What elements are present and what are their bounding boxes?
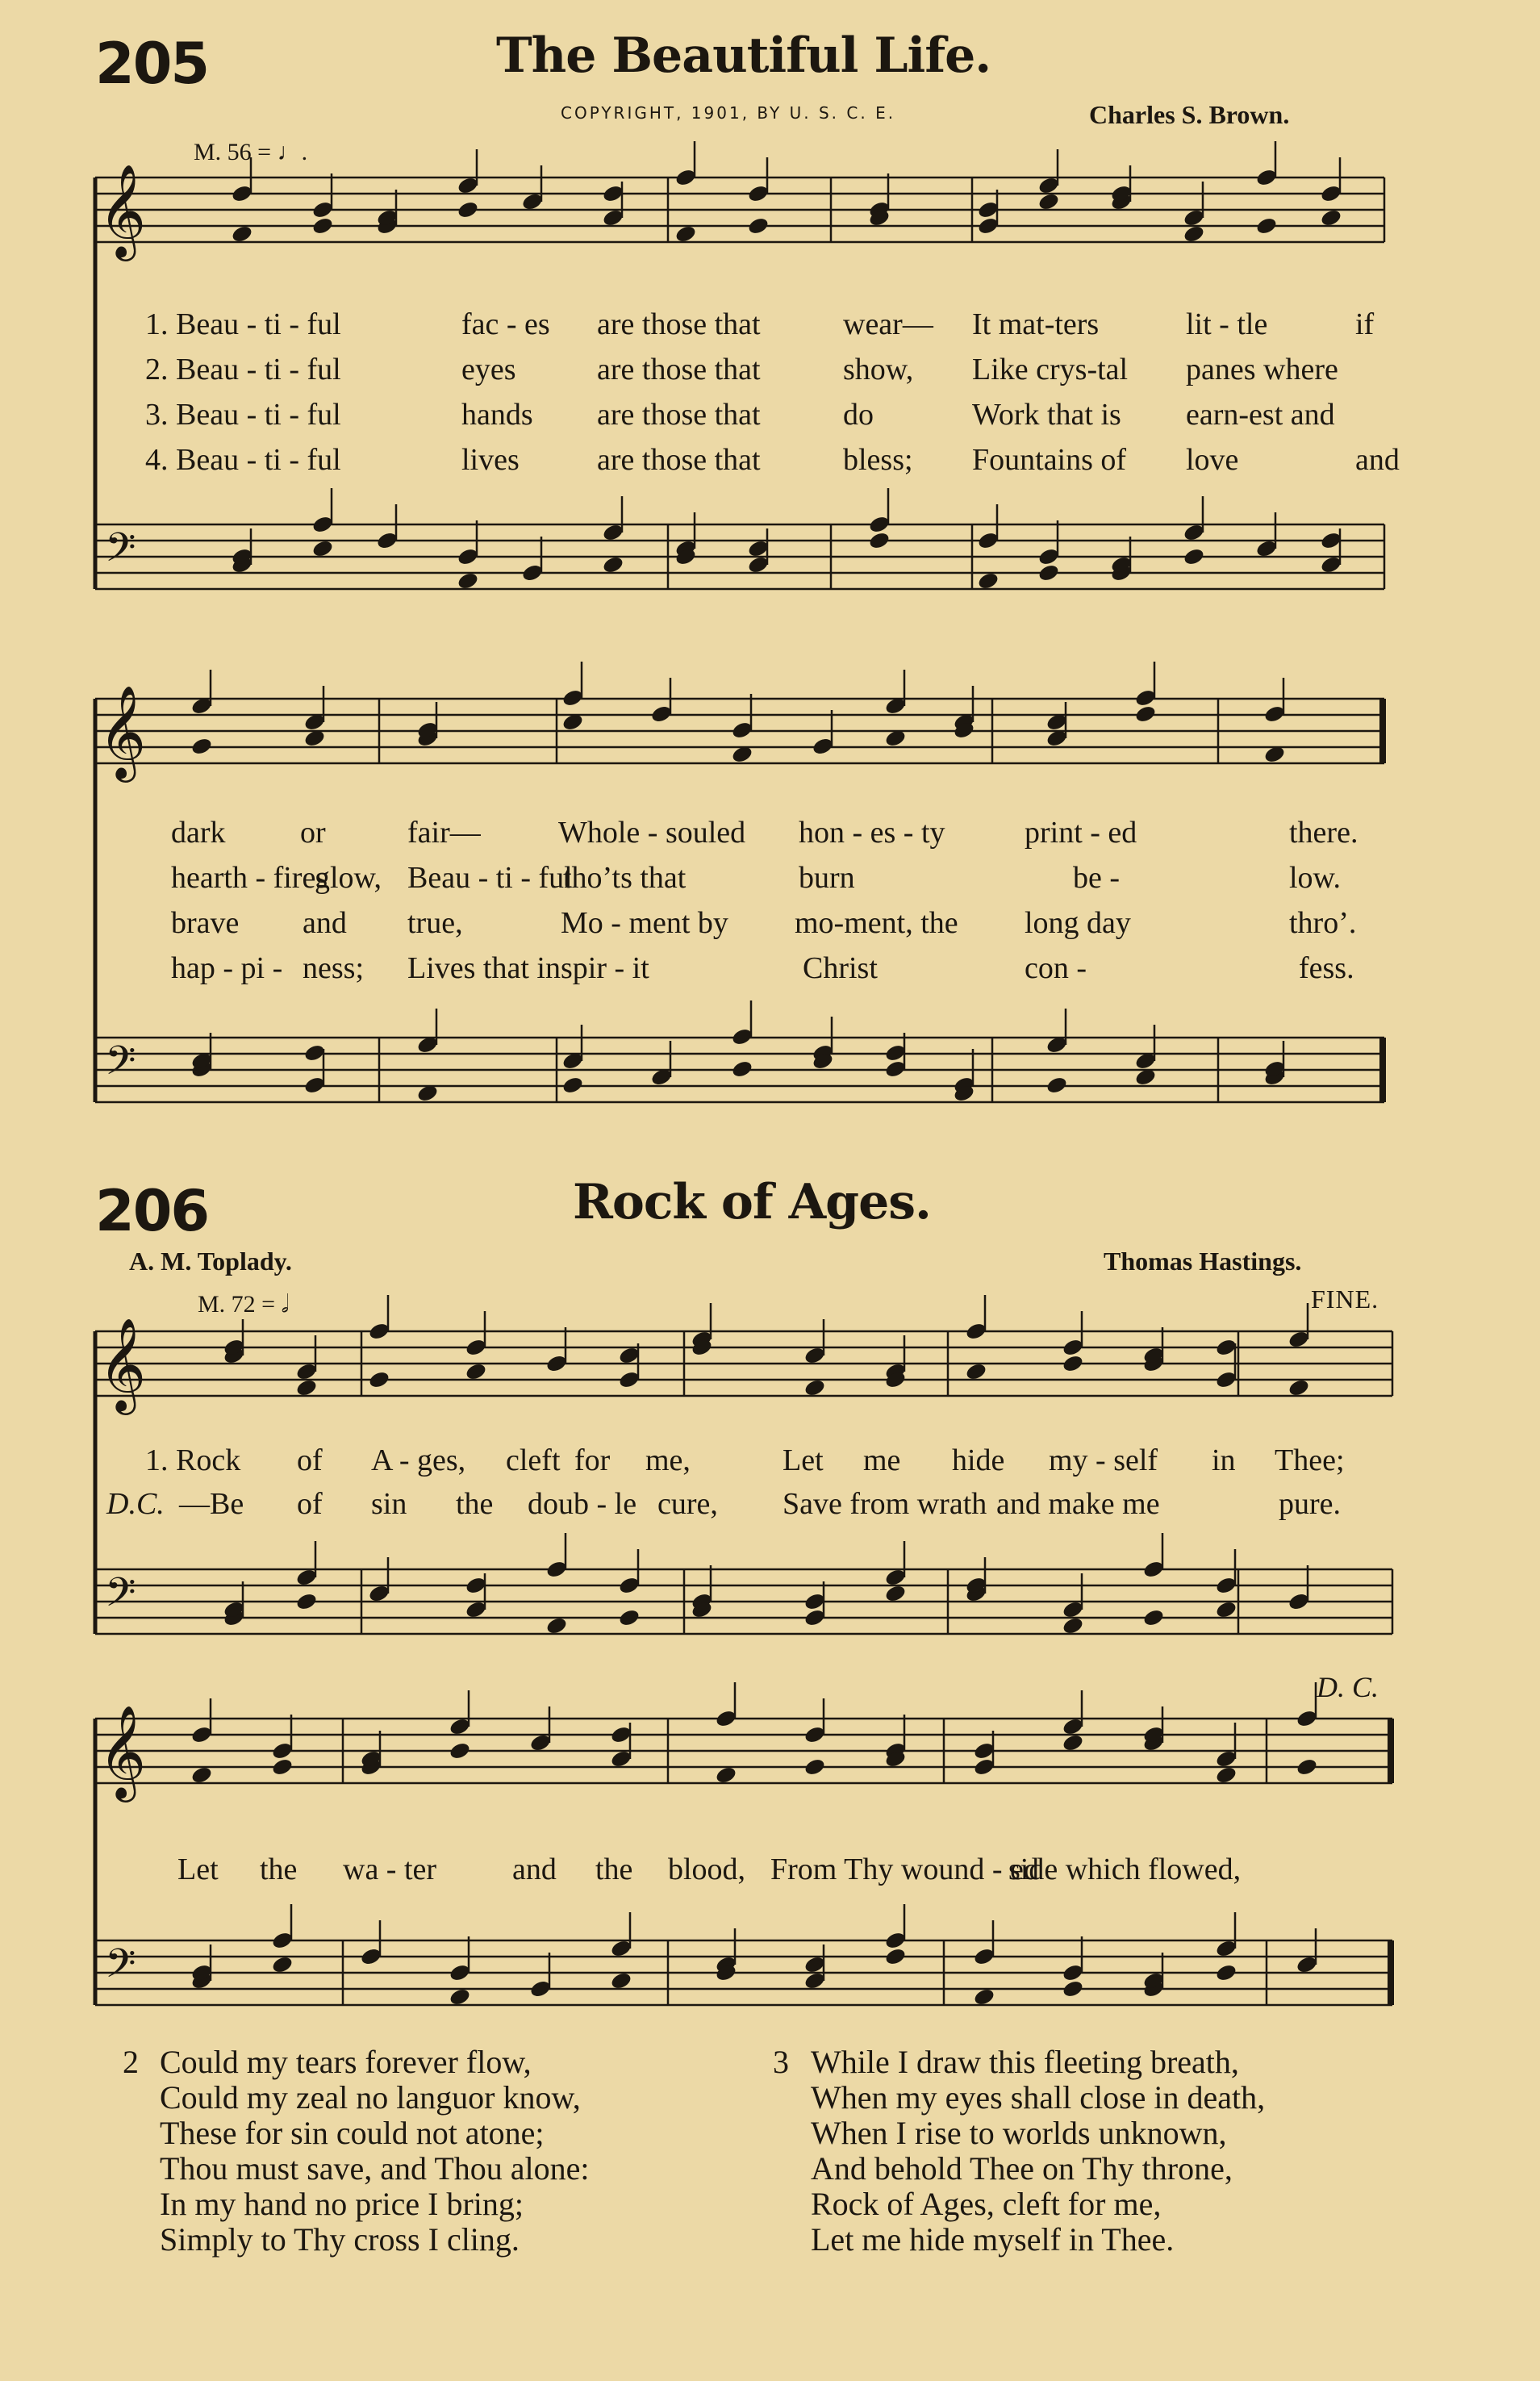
final-bar — [1388, 1940, 1394, 2005]
lyric-syllable: and — [303, 906, 347, 940]
lyric-syllable: earn-est and — [1186, 398, 1335, 432]
lyric-syllable: the — [260, 1853, 298, 1886]
note-head — [311, 216, 335, 236]
lyric-syllable: wear— — [843, 307, 933, 341]
lyric-syllable: true, — [407, 906, 463, 940]
lyric-syllable: Work that is — [972, 398, 1121, 432]
note-head — [190, 1765, 214, 1786]
note-head — [271, 1955, 294, 1975]
lyric-syllable: bless; — [843, 443, 913, 477]
note-head — [715, 1765, 738, 1786]
lyric-syllable: glow, — [315, 861, 382, 895]
stanza-line: When I rise to worlds unknown, — [811, 2115, 1227, 2151]
lyric-syllable: fac - es — [461, 307, 550, 341]
lyric-syllable: show, — [843, 353, 914, 386]
note-head — [449, 1741, 472, 1761]
lyric-syllable: of — [297, 1443, 323, 1477]
note-head — [295, 1592, 319, 1612]
lyric-syllable: hap - pi - — [171, 951, 283, 985]
note-head — [1062, 1979, 1085, 1999]
lyric-syllable: 1. Rock — [145, 1443, 241, 1477]
lyric-syllable: low. — [1289, 861, 1342, 895]
note-head — [803, 1757, 827, 1777]
lyric-syllable: side which flowed, — [1008, 1853, 1242, 1886]
lyric-syllable: mo-ment, the — [795, 906, 958, 940]
note-head — [295, 1378, 319, 1398]
lyric-syllable: in — [1212, 1443, 1236, 1477]
bass-clef: 𝄢 — [105, 524, 136, 581]
stanza-line: Simply to Thy cross I cling. — [160, 2221, 520, 2258]
note-head — [973, 1987, 996, 2007]
note-head — [231, 224, 254, 244]
note-head — [1215, 1600, 1238, 1620]
dc-mark: D. C. — [1317, 1671, 1379, 1703]
note-head — [190, 737, 214, 757]
lyric-syllable: lit - tle — [1186, 307, 1268, 341]
metronome-mark: M. 72 = 𝅗𝅥 — [198, 1291, 290, 1318]
lyric-syllable: of — [297, 1487, 323, 1521]
stanza-line: Could my zeal no languor know, — [160, 2079, 581, 2116]
lyric-syllable: panes where — [1186, 353, 1338, 386]
lyric-syllable: sin — [371, 1487, 407, 1521]
lyric-syllable: pure. — [1279, 1487, 1342, 1521]
note-head — [868, 531, 891, 551]
lyric-syllable: Let — [177, 1853, 219, 1886]
lyric-syllable: print - ed — [1025, 816, 1137, 850]
lyric-syllable: or — [300, 816, 326, 850]
note-head — [731, 1059, 754, 1080]
stanza-line: In my hand no price I bring; — [160, 2186, 524, 2222]
lyric-syllable: Save from wrath — [783, 1487, 987, 1521]
note-head — [884, 1584, 908, 1604]
lyric-syllable: Lives that in — [407, 951, 561, 985]
lyric-syllable: for — [574, 1443, 611, 1477]
lyric-syllable: A - ges, — [371, 1443, 466, 1477]
lyric-syllable: con - — [1025, 951, 1087, 985]
note-head — [465, 1362, 488, 1382]
hymn-number: 205 — [95, 31, 209, 97]
lyric-syllable: hands — [461, 398, 533, 432]
note-head — [449, 1987, 472, 2007]
composer-credit: Charles S. Brown. — [1089, 100, 1290, 129]
treble-clef: 𝄞 — [98, 1317, 147, 1411]
metronome-mark: M. 56 = ♩. — [194, 139, 308, 165]
note-head — [311, 539, 335, 559]
note-head — [1255, 216, 1279, 236]
lyric-syllable: do — [843, 398, 874, 432]
stanza-line: When my eyes shall close in death, — [811, 2079, 1266, 2116]
note-head — [457, 200, 480, 220]
lyric-syllable: Christ — [803, 951, 878, 985]
stanza-line: Thou must save, and Thou alone: — [160, 2150, 590, 2187]
lyric-syllable: and — [512, 1853, 557, 1886]
note-head — [457, 571, 480, 591]
note-head — [965, 1362, 988, 1382]
lyric-syllable: Fountains of — [972, 443, 1127, 477]
stanza-line: Let me hide myself in Thee. — [811, 2221, 1175, 2258]
lyric-syllable: spir - it — [561, 951, 649, 985]
lyric-syllable: fair— — [407, 816, 481, 850]
copyright-notice: COPYRIGHT, 1901, BY U. S. C. E. — [561, 103, 896, 123]
note-head — [803, 1378, 827, 1398]
lyric-syllable: long day — [1025, 906, 1131, 940]
lyric-syllable: eyes — [461, 353, 516, 386]
note-head — [1215, 1765, 1238, 1786]
lyric-syllable: be - — [1073, 861, 1121, 895]
note-head — [561, 1076, 585, 1096]
lyric-syllable: thro’. — [1289, 906, 1357, 940]
dc-label: D.C. — [106, 1487, 165, 1521]
lyric-syllable: and make me — [996, 1487, 1160, 1521]
lyric-syllable: Thee; — [1275, 1443, 1345, 1477]
fine-mark: FINE. — [1311, 1284, 1379, 1314]
lyric-syllable: me — [863, 1443, 901, 1477]
lyric-syllable: and — [1355, 443, 1400, 477]
treble-clef: 𝄞 — [98, 1704, 147, 1798]
note-head — [1142, 1608, 1166, 1628]
lyric-syllable: wa - ter — [343, 1853, 437, 1886]
note-head — [1045, 1076, 1069, 1096]
hymn-number: 206 — [95, 1178, 209, 1244]
final-bar — [1379, 1038, 1386, 1102]
hymn-title: Rock of Ages. — [573, 1174, 931, 1230]
lyric-syllable: are those that — [597, 443, 761, 477]
lyric-syllable: It mat-ters — [972, 307, 1100, 341]
note-head — [1288, 1378, 1311, 1398]
bass-clef: 𝄢 — [105, 1038, 136, 1094]
note-head — [884, 1947, 908, 1967]
lyric-syllable: 1. Beau - ti - ful — [145, 307, 341, 341]
lyric-syllable: Beau - ti - ful — [407, 861, 573, 895]
note-head — [1320, 208, 1343, 228]
note-head — [977, 571, 1000, 591]
lyric-syllable: Mo - ment by — [561, 906, 728, 940]
note-head — [368, 1370, 391, 1390]
lyric-syllable: dark — [171, 816, 226, 850]
treble-clef: 𝄞 — [98, 163, 147, 257]
note-head — [674, 224, 698, 244]
stanza-3-number: 3 — [773, 2044, 789, 2080]
lyric-syllable: 2. Beau - ti - ful — [145, 353, 341, 386]
lyric-syllable: if — [1355, 307, 1375, 341]
lyric-syllable: cure, — [657, 1487, 718, 1521]
note-head — [545, 1616, 569, 1636]
lyric-syllable: me, — [645, 1443, 691, 1477]
lyric-syllable: doub - le — [528, 1487, 637, 1521]
lyric-syllable: lives — [461, 443, 520, 477]
lyric-syllable: are those that — [597, 398, 761, 432]
stanza-3 — [811, 2045, 1265, 2258]
note-head — [1183, 547, 1206, 567]
note-head — [602, 555, 625, 575]
note-head — [1215, 1963, 1238, 1983]
lyric-syllable: my - self — [1049, 1443, 1158, 1477]
note-head — [610, 1971, 633, 1991]
stanza-line: These for sin could not atone; — [160, 2115, 545, 2151]
lyric-syllable: hide — [952, 1443, 1005, 1477]
hymn-title: The Beautiful Life. — [496, 27, 991, 84]
composer-credit: Thomas Hastings. — [1104, 1247, 1302, 1276]
stanza-2-number: 2 — [123, 2044, 139, 2080]
lyric-syllable: are those that — [597, 353, 761, 386]
note-head — [1062, 1354, 1085, 1374]
lyric-syllable: there. — [1289, 816, 1358, 850]
lyric-syllable: hearth - fires — [171, 861, 328, 895]
lyric-syllable: hon - es - ty — [799, 816, 945, 850]
final-bar — [1379, 699, 1386, 763]
note-head — [747, 216, 770, 236]
lyric-syllable: the — [456, 1487, 494, 1521]
stanza-2 — [160, 2045, 590, 2258]
lyric-syllable: —Be — [179, 1487, 244, 1521]
lyric-syllable: Whole - souled — [558, 816, 746, 850]
treble-clef: 𝄞 — [98, 684, 147, 779]
note-head — [1037, 563, 1061, 583]
lyric-syllable: Let — [783, 1443, 824, 1477]
note-head — [1037, 192, 1061, 212]
lyric-syllable: ness; — [303, 951, 364, 985]
bass-clef: 𝄢 — [105, 1940, 136, 1997]
final-bar — [1388, 1719, 1394, 1783]
lyric-syllable: tho’ts that — [563, 861, 687, 895]
lyric-syllable: the — [595, 1853, 633, 1886]
lyric-syllable: love — [1186, 443, 1239, 477]
note-head — [271, 1757, 294, 1777]
lyric-syllable: burn — [799, 861, 855, 895]
stanza-line: Could my tears forever flow, — [160, 2044, 532, 2080]
lyric-syllable: fess. — [1299, 951, 1354, 985]
author-credit: A. M. Toplady. — [129, 1247, 292, 1276]
note-head — [1062, 1616, 1085, 1636]
note-head — [1062, 1733, 1085, 1753]
lyric-syllable: Like crys-tal — [972, 353, 1129, 386]
stanza-line: And behold Thee on Thy throne, — [811, 2150, 1233, 2187]
lyric-syllable: From Thy wound - ed — [770, 1853, 1039, 1886]
note-head — [1134, 704, 1158, 725]
note-head — [1183, 224, 1206, 244]
lyric-syllable: brave — [171, 906, 240, 940]
stanza-line: While I draw this fleeting breath, — [811, 2044, 1239, 2080]
lyric-syllable: 4. Beau - ti - ful — [145, 443, 341, 477]
note-head — [618, 1608, 641, 1628]
lyric-syllable: are those that — [597, 307, 761, 341]
lyric-syllable: cleft — [506, 1443, 561, 1477]
bass-clef: 𝄢 — [105, 1569, 136, 1626]
lyric-syllable: 3. Beau - ti - ful — [145, 398, 341, 432]
stanza-line: Rock of Ages, cleft for me, — [811, 2186, 1162, 2222]
lyric-syllable: blood, — [668, 1853, 746, 1886]
note-head — [1296, 1757, 1319, 1777]
